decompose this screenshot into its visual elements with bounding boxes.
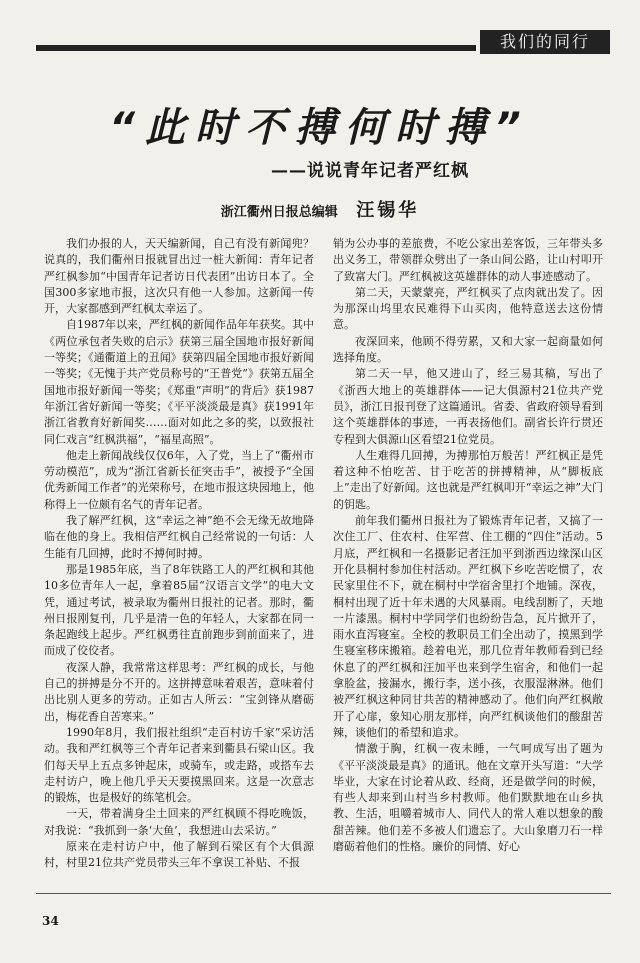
byline-role: 浙江衢州日报总编辑 — [220, 205, 338, 220]
byline-author: 汪锡华 — [356, 200, 420, 221]
paragraph: 夜深回来，他顾不得劳累，又和大家一起商量如何选择角度。 — [333, 334, 603, 365]
column-label: 我们的同行 — [480, 30, 610, 54]
paragraph: 他走上新闻战线仅仅6年，入了党，当上了“衢州市劳动模范”，成为“浙江省新长征突击手”，被授予“全国优秀新闻工作者”的光荣称号，在地市报这块园地上，他称得上一位颇有名气的青年记者。 — [44, 448, 314, 511]
paragraph: 夜深人静，我常常这样思考：严红枫的成长，与他自己的拼搏是分不开的。这拼搏意味着艰苦，意味着付出比别人更多的劳动。正如古人所云：“宝剑锋从磨砺出，梅花香自苦寒来。” — [44, 660, 314, 723]
article-title: “此时不搏何时搏” — [109, 105, 531, 151]
page-number: 34 — [42, 914, 59, 928]
left-column — [44, 236, 314, 872]
paragraph: 销为公办事的差旅费，不吃公家出差客饭，三年带头多出义务工，带领群众劈出了一条山间公路，让山村叩开了致富大门。严红枫被这英雄群体的动人事迹感动了。 — [333, 237, 603, 283]
paragraph: 我们办报的人，天天编新闻，自己有没有新闻兜？说真的，我们衢州日报就冒出过一桩大新闻：青年记者严红枫参加“中国青年记者访日代表团”出访日本了。全国300多家地市报，这次只有他一人参加。这新闻一传开，大家都感到严红枫太幸运了。 — [44, 237, 314, 316]
paragraph: 原来在走村访户中，他了解到石梁区有个大俱源村，村里21位共产党员带头三年不拿误工补贴、不报 — [44, 839, 314, 870]
paragraph: 人生难得几回搏，为搏那怕万般苦！严红枫正是凭着这种不怕吃苦、甘于吃苦的拼搏精神，从“脚板底上”走出了好新闻。这也就是严红枫叩开“幸运之神”大门的钥匙。 — [333, 448, 603, 511]
header-rule — [36, 45, 476, 51]
paragraph: 1990年8月，我们报社组织“走百村访千家”采访活动。我和严红枫等三个青年记者来到衢县石梁山区。我们每天早上五点多钟起床，或骑车，或走路，或搭车去走村访户，晚上他几乎天天要摸黑回来。这是一次意志的锻炼，也是极好的练笔机会。 — [44, 725, 314, 805]
footer-rule — [36, 893, 611, 894]
byline — [0, 196, 640, 222]
paragraph: 第二天，天蒙蒙亮，严红枫买了点肉就出发了。因为那深山坞里农民难得下山买肉，他特意送去这份情意。 — [333, 285, 603, 332]
paragraph: 我了解严红枫，这“幸运之神”绝不会无缘无故地降临在他的身上。我相信严红枫自己经常说的一句话：人生能有几回搏，此时不搏何时搏。 — [44, 514, 314, 560]
paragraph: 自1987年以来，严红枫的新闻作品年年获奖。其中《两位承包者失败的启示》获第三届全国地市报好新闻一等奖；《通衢道上的丑闻》获第四届全国地市报好新闻一等奖；《无愧于共产党员称号的“王普党”》获第五届全国地市报好新闻一等奖；《郑重“声明”的背后》获1987年浙江省好新闻一等奖；《平平淡淡最是真》获1991年浙江省教育好新闻奖……面对如此之多的奖，以致报社同仁戏言“红枫洪福”，“福星高照”。 — [44, 318, 314, 446]
right-column — [333, 236, 603, 855]
paragraph: 情激于胸，红枫一夜未睡，一气呵成写出了题为《平平淡淡最是真》的通讯。他在文章开头写道：“大学毕业，大家在讨论着从政、经商，还是做学问的时候，有些人却来到山村当乡村教师。他们默默地在山乡执教、生活，咀嚼着城市人、同代人的常人难以想象的酸甜苦辣。他们差不多被人们遗忘了。大山象磨刀石一样磨砺着他们的性格。廉价的同情、好心 — [333, 742, 603, 853]
paragraph: 前年我们衢州日报社为了锻炼青年记者，又搞了一次住工厂、住农村、住军营、住工棚的“四住”活动。5月底，严红枫和一名摄影记者汪加平到浙西边缘深山区开化县桐村参加住村活动。严红枫下乡吃苦吃惯了，农民家里住不下，就在桐村中学宿舍里打个地铺。深夜，桐村出现了近十年未遇的大风暴雨。电线刮断了，天地一片漆黑。桐村中学同学们也纷纷告急，瓦片掀开了，雨水直泻寝室。全校的教职员工们全出动了，摸黑到学生寝室移床搬箱。趁着电光，那几位青年教师看到已经休息了的严红枫和汪加平也来到学生宿舍，和他们一起拿脸盆，接漏水，搬行李，送小孩，衣服湿淋淋。他们被严红枫这种同甘共苦的精神感动了。他们向严红枫敞开了心扉，象知心朋友那样，向严红枫谈他们的酸甜苦辣，谈他们的希望和追求。 — [333, 514, 603, 739]
paragraph: 那是1985年底，当了8年铁路工人的严红枫和其他10多位青年人一起，拿着85届“汉语言文学”的电大文凭，通过考试，被录取为衢州日报社的记者。那时，衢州日报刚复刊，几乎是清一色的年轻人，大家都在同一条起跑线上起步。严红枫勇往直前跑步到前面来了，进而成了佼佼者。 — [44, 562, 314, 658]
paragraph: 一天，带着满身尘土回来的严红枫顾不得吃晚饭，对我说：“我抓到一条‘大鱼’，我想进山去采访。” — [44, 807, 314, 837]
paragraph: 第二天一早，他又进山了，经三易其稿，写出了《浙西大地上的英雄群体——记大俱源村21位共产党员》，浙江日报刊登了这篇通讯。省委、省政府领导看到这个英雄群体的事迹，一再表扬他们。副省长许行贯还专程到大俱源山区看望21位党员。 — [333, 367, 603, 446]
article-subtitle: ——说说青年记者严红枫 — [271, 161, 469, 181]
